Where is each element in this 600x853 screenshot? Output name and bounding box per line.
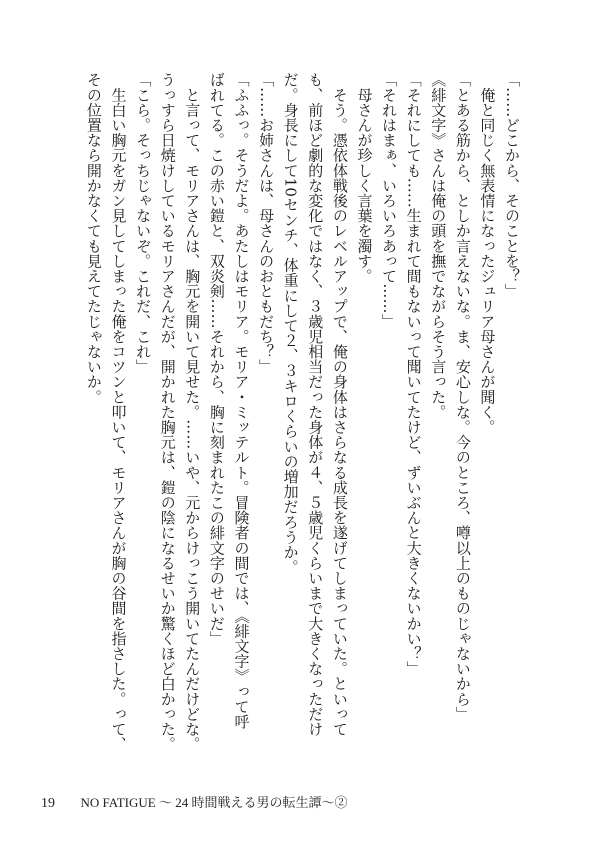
text-line: 「……お姉さんは、母さんのおともだち？」 — [257, 72, 276, 374]
text-line: その位置なら開かなくても見えてたじゃないか。 — [84, 72, 103, 405]
text-line: 母さんが珍しく言葉を濁す。 — [355, 72, 374, 284]
text-line: 「それにしても……生まれて間もないって聞いてたけど、ずいぶんと大きくないかい？」 — [404, 72, 423, 676]
text-line: 生白い胸元をガン見してしまった俺をコツンと叩いて、モリアさんが胸の谷間を指さした。って、 — [109, 72, 128, 752]
text-line: 「とある筋から、としか言えないな。ま、安心しな。今のところ、噂以上のものじゃないから」 — [453, 72, 472, 722]
text-line: だ。身長にして10センチ、体重にして２、３キロくらいの増加だろうか。 — [281, 72, 300, 575]
text-line: そう。憑依体戦後のレベルアップで、俺の身体はさらなる成長を遂げてしまっていた。といって — [330, 72, 349, 737]
text-line: 「それはまぁ、いろいろあって……」 — [380, 72, 399, 329]
text-line: 「こら。そっちじゃないぞ。これだ、これ」 — [134, 72, 153, 374]
text-line: と言って、モリアさんは、胸元を開いて見せた。……いや、元からけっこう開いてたんだけどな。 — [183, 72, 202, 752]
vertical-body-text — [81, 72, 524, 780]
text-line: 「……どこから、そのことを？」 — [503, 72, 521, 299]
text-line: うっすら日焼けしているモリアさんだが、開かれた胸元は、鎧の陰になるせいか驚くほど白かった。 — [158, 72, 177, 752]
page-number: 19 — [41, 796, 55, 811]
text-line: ばれてる。この赤い鎧と、双炎剣……それから、胸に刻まれたこの緋文字のせいだ」 — [207, 72, 226, 646]
page-footer — [41, 792, 347, 812]
running-title: NO FATIGUE ～ 24 時間戦える男の転生譚～② — [80, 795, 348, 810]
text-line: 「ふふっ。そうだよ。あたしはモリア。モリア・ミッテルト。冒険者の間では、《緋文字》って呼 — [232, 72, 251, 729]
text-line: 俺と同じく無表情になったジュリア母さんが聞く。 — [478, 72, 497, 435]
text-line: も、前ほど劇的な変化ではなく、３歳児相当だった身体が４、５歳児くらいまで大きくなっただけ — [306, 72, 325, 737]
text-line: 《緋文字》さんは俺の頭を撫でながらそう言った。 — [429, 72, 448, 420]
